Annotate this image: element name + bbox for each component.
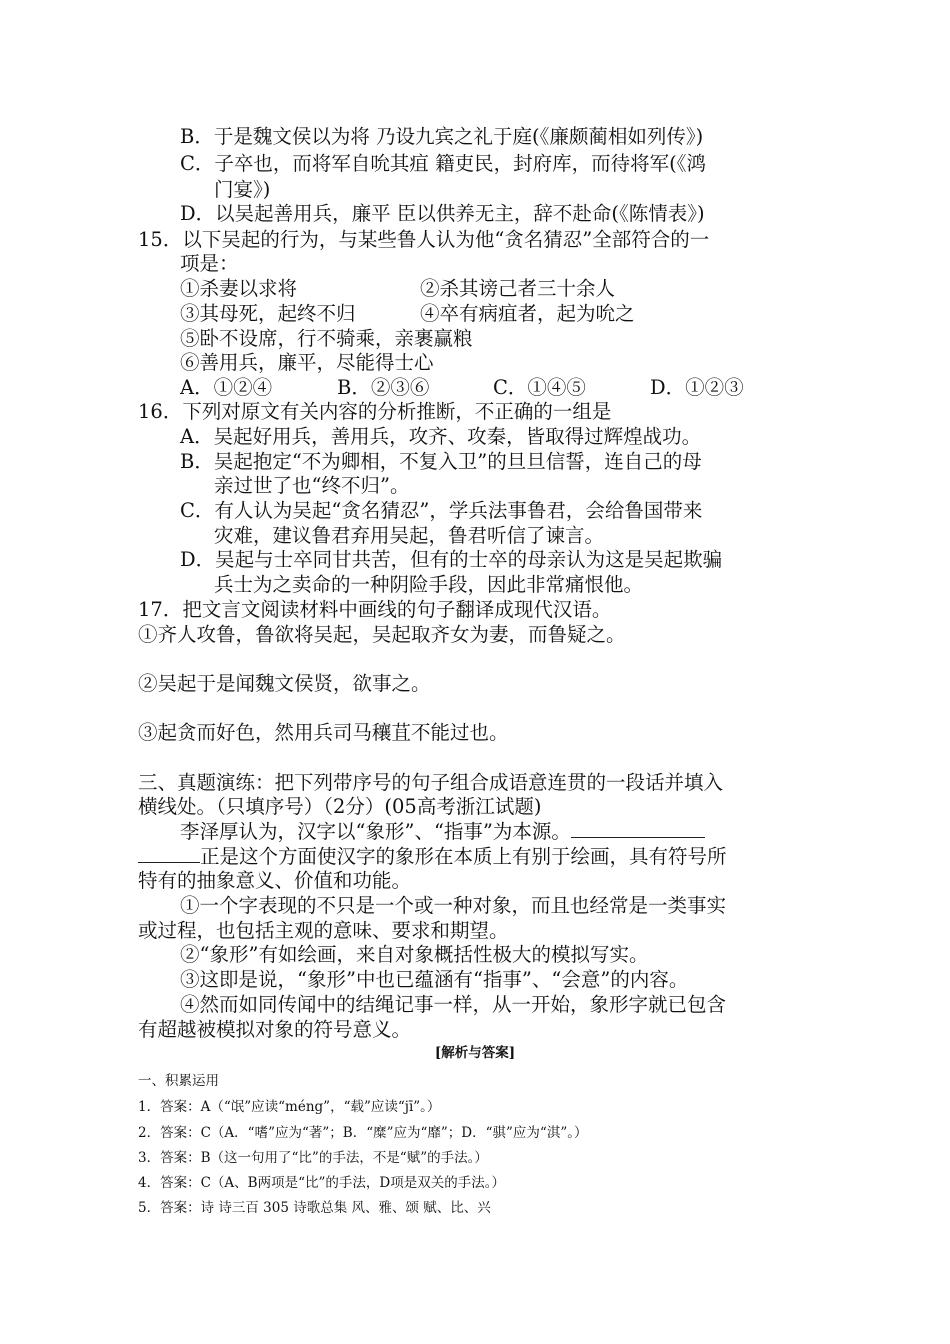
- q15-item-5: ⑤卧不设席，行不骑乘，亲裹赢粮: [180, 327, 473, 350]
- q16-option-b: B．吴起抱定“不为卿相，不复入卫”的旦旦信誓，连自己的母: [180, 450, 702, 473]
- q16-option-b-cont: 亲过世了也“终不归”。: [214, 474, 410, 497]
- section-3-paragraph-text: 李泽厚认为，汉字以“象形”、“指事”为本源。: [180, 820, 571, 843]
- q14-option-c-cont: 门宴》): [214, 178, 271, 201]
- section-3-option-4: ④然而如同传闻中的结绳记事一样，从一开始，象形字就已包含: [180, 993, 727, 1016]
- answer-4: 4．答案：C（A、B两项是“比”的手法，D项是双关的手法。）: [138, 1175, 505, 1191]
- answer-3: 3．答案：B（这一句用了“比”的手法，不是“赋”的手法。）: [138, 1150, 488, 1166]
- q15-option-c: C．①④⑤: [493, 376, 586, 399]
- q15-item-6: ⑥善用兵，廉平，尽能得士心: [180, 351, 434, 374]
- section-3-paragraph-line-2: [138, 844, 727, 870]
- q15-option-d: D．①②③: [650, 376, 744, 399]
- q16-option-c: C．有人认为吴起“贪名猜忍”，学兵法事鲁君，会给鲁国带来: [180, 499, 703, 522]
- q16-option-d: D．吴起与士卒同甘共苦，但有的士卒的母亲认为这是吴起欺骗: [180, 548, 723, 571]
- q15-stem-cont: 项是：: [180, 252, 239, 275]
- section-3-option-4-cont: 有超越被模拟对象的符号意义。: [138, 1018, 412, 1041]
- q16-option-d-cont: 兵士为之卖命的一种阴险手段，因此非常痛恨他。: [214, 573, 644, 596]
- q15-item-1: ①杀妻以求将: [180, 277, 298, 300]
- answers-section-heading: 一、积累运用: [138, 1073, 219, 1089]
- q15-stem: 15．以下吴起的行为，与某些鲁人认为他“贪名猜忍”全部符合的一: [138, 228, 710, 251]
- q15-item-3: ③其母死，起终不归: [180, 302, 356, 325]
- q14-option-d: D．以吴起善用兵，廉平 臣以供养无主，辞不赴命(《陈情表》): [180, 202, 705, 225]
- section-3-heading-cont: 横线处。（只填序号）（2分）(05高考浙江试题): [138, 795, 542, 818]
- q15-option-b: B．②③⑥: [337, 376, 430, 399]
- answers-title: [解析与答案]: [434, 1045, 516, 1061]
- section-3-option-2: ②“象形”有如绘画，来自对象概括性极大的模拟写实。: [180, 943, 649, 966]
- answer-1: 1．答案：A（“氓”应读“méng”，“载”应读“jī”。）: [138, 1099, 441, 1115]
- section-3-option-1-cont: 或过程，也包括主观的意味、要求和期望。: [138, 919, 509, 942]
- answer-5: 5．答案：诗 诗三百 305 诗歌总集 风、雅、颂 赋、比、兴: [138, 1200, 491, 1216]
- section-3-option-3: ③这即是说，“象形”中也已蕴涵有“指事”、“会意”的内容。: [180, 968, 689, 991]
- q16-stem: 16．下列对原文有关内容的分析推断，不正确的一组是: [138, 400, 612, 423]
- q14-option-c: C．子卒也，而将军自吮其疽 籍吏民，封府库，而待将军(《鸿: [180, 152, 706, 175]
- q16-option-a: A．吴起好用兵，善用兵，攻齐、攻秦，皆取得过辉煌战功。: [180, 425, 702, 448]
- section-3-paragraph-text-2: 正是这个方面使汉字的象形在本质上有别于绘画，具有符号所: [200, 845, 727, 868]
- section-3-option-1: ①一个字表现的不只是一个或一种对象，而且也经常是一类事实: [180, 894, 727, 917]
- answer-blank[interactable]: [571, 819, 705, 838]
- section-3-paragraph-line-3: 特有的抽象意义、价值和功能。: [138, 869, 412, 892]
- q17-sentence-2: ②吴起于是闻魏文侯贤，欲事之。: [138, 672, 431, 695]
- q17-sentence-3: ③起贪而好色，然用兵司马穰苴不能过也。: [138, 721, 509, 744]
- q15-option-a: A．①②④: [180, 376, 273, 399]
- answer-blank-cont[interactable]: [138, 844, 200, 863]
- q16-option-c-cont: 灾难，建议鲁君弃用吴起，鲁君听信了谏言。: [214, 524, 605, 547]
- section-3-paragraph: [180, 819, 705, 845]
- section-3-heading: 三、真题演练：把下列带序号的句子组合成语意连贯的一段话并填入: [138, 771, 724, 794]
- q15-item-4: ④卒有病疽者，起为吮之: [420, 302, 635, 325]
- answer-2: 2．答案：C（A．“嗜”应为“著”；B．“糜”应为“靡”；D．“骐”应为“淇”。）: [138, 1125, 588, 1141]
- q14-option-b: B．于是魏文侯以为将 乃设九宾之礼于庭(《廉颇蔺相如列传》): [180, 125, 704, 148]
- q17-stem: 17．把文言文阅读材料中画线的句子翻译成现代汉语。: [138, 598, 612, 621]
- q17-sentence-1: ①齐人攻鲁，鲁欲将吴起，吴起取齐女为妻，而鲁疑之。: [138, 623, 626, 646]
- q15-item-2: ②杀其谤己者三十余人: [420, 277, 616, 300]
